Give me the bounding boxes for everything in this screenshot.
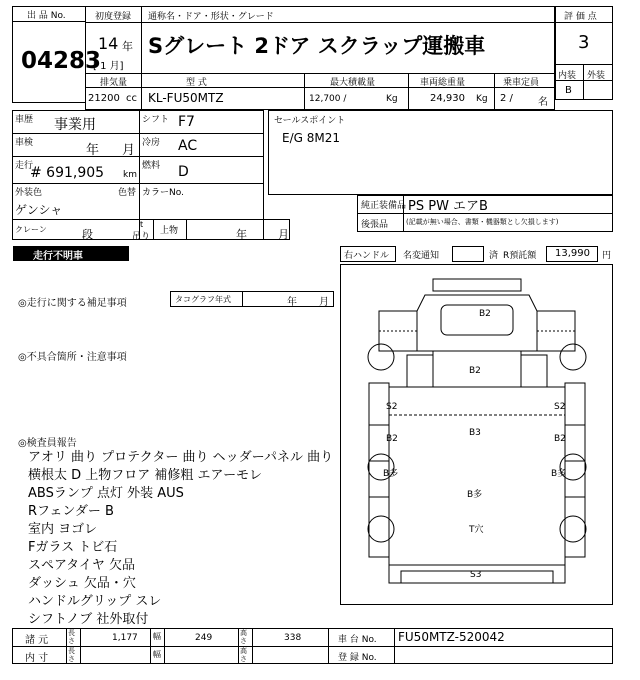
shift-value: F7 (178, 114, 195, 130)
mark-right-2: B2 (554, 434, 566, 444)
aftermarket-label: 後張品 (361, 220, 389, 230)
ac-label: 冷房 (142, 138, 161, 148)
interior-width-label: 幅 (153, 650, 161, 659)
recycle-unit: 円 (602, 251, 612, 261)
mark-bonnet: B2 (469, 366, 481, 376)
recycle-box (546, 246, 598, 262)
aftermarket-note: (記載が無い場合、書類・機器類とし欠損します) (406, 218, 559, 226)
vehicle-title: Sグレート 2ドア スクラップ運搬車 (148, 34, 486, 58)
height-label: 高さ (240, 629, 247, 645)
upper-month: 月 (278, 228, 289, 241)
equipment-label: 純正装備品 (361, 201, 407, 211)
lot-label-cell (12, 6, 86, 22)
mark-cargo-center: B3 (469, 428, 481, 438)
inspection-label: 車検 (15, 138, 34, 148)
right-step (521, 355, 547, 387)
recycle-label: R預託額 (503, 251, 537, 261)
chassis-number: FU50MTZ-520042 (398, 630, 505, 644)
mileage-value: # 691,905 (30, 165, 105, 181)
right-side-gate (565, 383, 585, 557)
cargo-bed (389, 387, 565, 583)
tachograph-month: 月 (319, 297, 329, 308)
mark-right-3: B多 (551, 469, 567, 479)
mileage-label: 走行 (15, 161, 34, 171)
report-line: ABSランプ 点灯 外装 AUS (28, 486, 184, 501)
crane-label: クレーン (15, 225, 47, 234)
fuel-value: D (178, 164, 189, 180)
history-label: 車歴 (15, 115, 34, 125)
mark-left-2: B2 (386, 434, 398, 444)
reg-year: 14 (98, 34, 119, 53)
model-label: 通称名・ドア・形状・グレード (148, 12, 274, 22)
roof-visor (433, 279, 521, 291)
capacity-label: 乗車定員 (503, 78, 540, 88)
inspection-month: 月 (122, 143, 136, 158)
registration-label: 登 録 No. (338, 653, 377, 663)
displacement-value: 21200 (88, 93, 120, 104)
width-label: 幅 (153, 632, 161, 641)
capacity-value: 2 / (500, 93, 513, 104)
name-change-box (452, 246, 484, 262)
fuel-label: 燃料 (142, 161, 161, 171)
interior-height-label: 高さ (240, 647, 247, 663)
running-unknown-banner (13, 246, 129, 261)
mark-cargo-lower: B多 (467, 490, 483, 500)
defects-title: ◎不具合箇所・注意事項 (18, 352, 127, 363)
reg-month: [ 1 月] (93, 61, 124, 72)
max-load-unit: Kg (386, 94, 398, 104)
score-value: 3 (578, 32, 590, 53)
mark-cargo-hole: T穴 (469, 525, 484, 535)
gross-weight-label: 車両総重量 (420, 78, 466, 88)
report-line: Rフェンダー B (28, 504, 114, 519)
right-hand-text: 右ハンドル (344, 251, 390, 261)
max-load-value: 12,700 / (309, 94, 347, 104)
width-value: 249 (195, 633, 213, 643)
recycle-amount: 13,990 (555, 248, 590, 259)
interior-label: 内装 (558, 71, 577, 81)
model-code-label: 型 式 (186, 78, 207, 88)
sales-point-text: E/G 8M21 (282, 131, 340, 145)
exterior-label: 外装 (587, 71, 606, 81)
chassis-label: 車 台 No. (338, 635, 377, 645)
report-line: スペアタイヤ 欠品 (28, 558, 135, 573)
crane-lift: 吊り (132, 232, 151, 242)
name-change-label: 名変通知 (403, 251, 440, 261)
history-value: 事業用 (54, 117, 96, 133)
upper-cell (186, 219, 290, 240)
ext-color-value: ゲンシャ (15, 203, 63, 217)
rear-right-wheel-2 (560, 516, 586, 542)
displacement-label: 排気量 (100, 78, 128, 88)
sales-point-label: セールスポイント (274, 116, 346, 126)
length-value: 1,177 (112, 633, 138, 643)
reg-year-unit: 年 (122, 40, 133, 53)
left-step (407, 355, 433, 387)
mark-left-1: S2 (386, 402, 398, 412)
ac-value: AC (178, 138, 198, 154)
report-line: ハンドルグリップ スレ (28, 594, 162, 609)
report-line: シフトノブ 社外取付 (28, 612, 149, 627)
ext-color-label: 外装色 (15, 188, 43, 198)
tachograph-box (170, 291, 334, 307)
interior-grade: B (565, 85, 572, 96)
deposit-label: 済 (489, 251, 499, 261)
crane-stage: 段 (82, 228, 93, 241)
report-line: 横根太 D 上物フロア 補修粗 エアーモレ (28, 468, 263, 483)
report-line: Fガラス トビ石 (28, 540, 118, 555)
color-change-label: 色替 (118, 188, 137, 198)
supplement-title: ◎走行に関する補足事項 (18, 298, 127, 309)
length-label: 長さ (68, 629, 75, 645)
gross-weight-value: 24,930 (430, 93, 465, 104)
interior-dims-label: 内 寸 (25, 653, 49, 664)
height-value: 338 (284, 633, 302, 643)
mileage-unit: km (123, 170, 137, 180)
cab-roof (417, 295, 537, 351)
interior-length-label: 長さ (68, 647, 75, 663)
equipment-value: PS PW エアB (408, 199, 488, 214)
damage-diagram-frame (340, 264, 613, 605)
rear-left-wheel-2 (368, 516, 394, 542)
score-label: 評 価 点 (564, 12, 597, 22)
cab-window (441, 305, 513, 335)
report-line: アオリ 曲り プロテクター 曲り ヘッダーパネル 曲り (28, 450, 334, 465)
max-load-label: 最大積載量 (330, 78, 376, 88)
first-reg-label: 初度登録 (95, 12, 132, 22)
lot-number-cell (12, 21, 102, 103)
model-code: KL-FU50MTZ (148, 91, 224, 105)
lot-label: 出 品 No. (27, 11, 66, 21)
right-hand-box (340, 246, 396, 262)
dims-label: 諸 元 (25, 635, 49, 646)
tachograph-year: 年 (287, 297, 297, 308)
mark-roof: B2 (479, 309, 491, 319)
front-right-wheel (560, 344, 586, 370)
tachograph-label: タコグラフ年式 (175, 295, 231, 304)
inspection-year: 年 (86, 143, 100, 158)
mark-right-1: S2 (554, 402, 566, 412)
upper-year: 年 (236, 228, 247, 241)
front-left-wheel (368, 344, 394, 370)
upper-label: 上物 (160, 226, 179, 236)
gross-weight-unit: Kg (476, 94, 488, 104)
report-line: ダッシュ 欠品・穴 (28, 576, 136, 591)
running-unknown-text: 走行不明車 (33, 251, 83, 262)
color-no-label: カラーNo. (142, 188, 184, 198)
shift-label: シフト (142, 115, 170, 125)
displacement-unit: cc (126, 93, 137, 104)
mark-left-3: B多 (383, 469, 399, 479)
mark-rear: S3 (470, 570, 482, 580)
lot-number: 04283 (21, 48, 102, 74)
report-title: ◎検査員報告 (18, 438, 77, 449)
report-line: 室内 ヨゴレ (28, 522, 98, 537)
crane-ton: t (140, 220, 144, 229)
capacity-unit: 名 (538, 97, 548, 108)
